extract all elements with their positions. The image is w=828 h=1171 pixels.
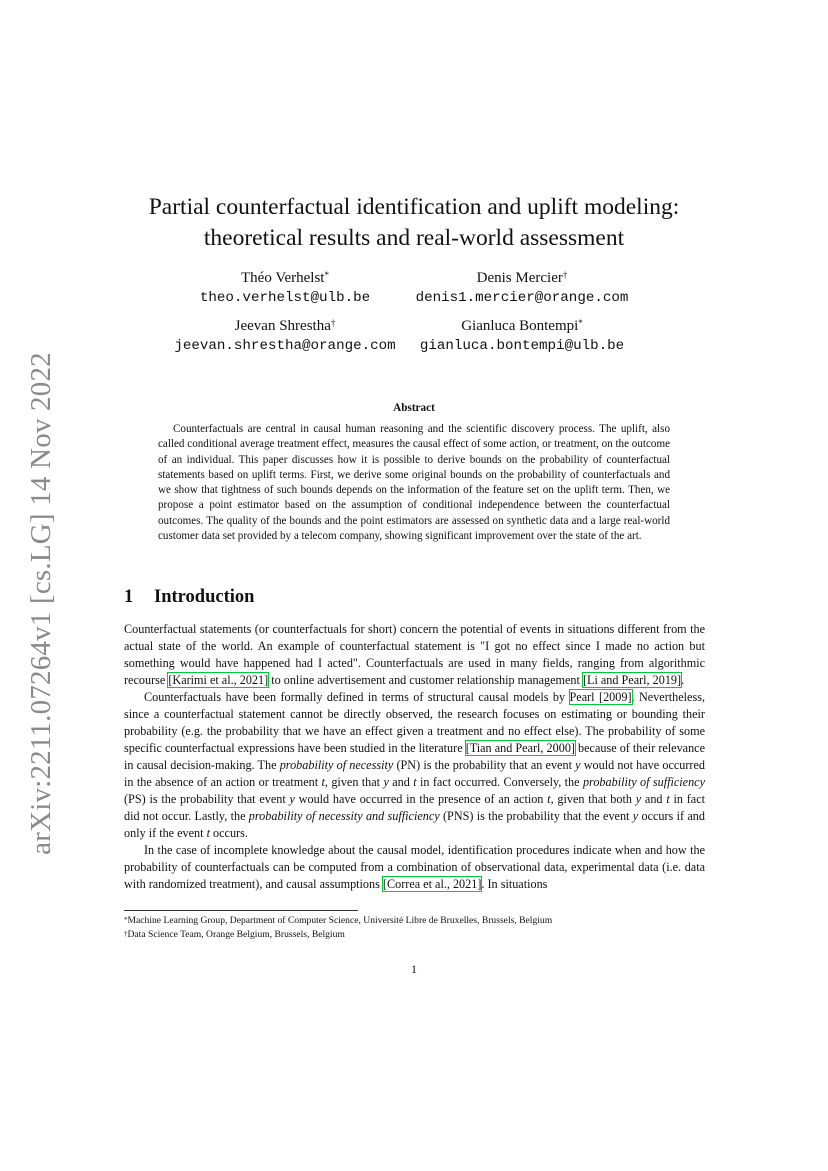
citation-link[interactable]: Pearl [2009] [569,690,632,704]
footnote: †Data Science Team, Orange Belgium, Brussels, Belgium [124,929,345,940]
footnote-divider [124,910,358,911]
author-email: denis1.mercier@orange.com [415,290,629,306]
math-variable: y [289,792,295,806]
affiliation-mark: † [330,318,336,328]
affiliation-mark: † [562,270,568,280]
citation-link[interactable]: [Karimi et al., 2021] [168,673,269,687]
footnote: *Machine Learning Group, Department of Computer Science, Université Libre de Bruxelles, Brussels, Belgium [124,915,553,926]
math-variable: y [383,775,389,789]
author-block [382,316,662,356]
author-name: Jeevan Shrestha† [234,318,336,334]
math-variable: t [321,775,325,789]
author-email: jeevan.shrestha@orange.com [174,338,396,354]
arxiv-identifier-text: arXiv:2211.07264v1 [cs.LG] 14 Nov 2022 [24,351,57,855]
title-line-2: theoretical results and real-world assessment [203,225,625,251]
arxiv-identifier [22,351,60,855]
footnote-mark: † [124,930,128,938]
citation-link[interactable]: [Li and Pearl, 2019] [582,673,682,687]
affiliation-mark: * [578,318,583,328]
author-email: gianluca.bontempi@ulb.be [419,338,625,354]
math-variable: y [635,792,642,806]
author-email: theo.verhelst@ulb.be [199,290,371,306]
author-name: Théo Verhelst* [241,270,329,286]
math-variable: t [206,826,210,840]
math-variable: t [413,775,417,789]
section-heading [124,587,254,608]
term-emphasis: probability of sufficiency [582,775,705,789]
paragraph: Counterfactual statements (or counterfactuals for short) concern the potential of events in situations different from the actual state of the world. An example of counterfactual statement is "I got no effect since I made no action but something would have happened had I acted". Counterfactuals are used in many fields, ranging from algorithmic recourse [Karimi et al., 2021] to online advertisement and customer relationship management [Li and Pearl, 2019]. [124,622,705,687]
author-name: Gianluca Bontempi* [461,318,583,334]
citation-link[interactable]: [Correa et al., 2021] [382,877,482,891]
abstract-heading: Abstract [393,402,435,414]
paragraph: In the case of incomplete knowledge about the causal model, identification procedures indicate when and how the probability of counterfactuals can be computed from a combination of observational data, experimental data (i.e. data with randomized treatment), and causal assumptions [Correa et al., 2021]. In situations [124,843,705,891]
math-variable: t [547,792,551,806]
section-title: Introduction [154,587,255,607]
title-line-1: Partial counterfactual identification and uplift modeling: [148,194,680,220]
abstract-text: Counterfactuals are central in causal human reasoning and the scientific discovery process. The uplift, also called conditional average treatment effect, measures the causal effect of some action, or treatment, on the outcome of an individual. This paper discusses how it is possible to derive bounds on the probability of counterfactual statements based on uplift terms. First, we derive some original bounds on the probability of counterfactuals and we show that tightness of such bounds depends on the information of the feature set on the uplift term. Then, we propose a point estimator based on the assumption of conditional independence between the counterfactual outcomes. The quality of the bounds and the point estimators are assessed on synthetic data and a large real-world customer data set provided by a telecom company, showing significant improvement over the state of the art. [158,423,670,543]
page-number: 1 [411,962,417,976]
affiliation-mark: * [324,270,329,280]
term-emphasis: probability of necessity [279,758,394,772]
math-variable: t [666,792,670,806]
term-emphasis: probability of necessity and sufficiency [248,809,440,823]
math-variable: y [575,758,581,772]
footnotes [124,914,704,942]
section-number: 1 [124,587,134,607]
footnote-mark: * [124,916,128,924]
paragraph: Counterfactuals have been formally defined in terms of structural causal models by Pearl [2009]. Nevertheless, since a counterfactual statement cannot be directly observed, the research focuses on estimating or bounding their probability (e.g. the probability that we have an effect given a treatment and no effect else). The probability of some specific counterfactual expressions have been studied in the literature [Tian and Pearl, 2000] because of their relevance in causal decision-making. The probability of necessity (PN) is the probability that an event y would not have occurred in the absence of an action or treatment t, given that y and t in fact occurred. Conversely, the probability of sufficiency (PS) is the probability that event y would have occurred in the presence of an action t, given that both y and t in fact did not occur. Lastly, the probability of necessity and sufficiency (PNS) is the probability that the event y occurs if and only if the event t occurs. [124,690,706,840]
author-block [382,268,662,308]
citation-link[interactable]: [Tian and Pearl, 2000] [465,741,575,755]
body-text [124,621,705,893]
author-name: Denis Mercier† [476,270,568,286]
math-variable: y [632,809,639,823]
paper-title [124,192,704,254]
